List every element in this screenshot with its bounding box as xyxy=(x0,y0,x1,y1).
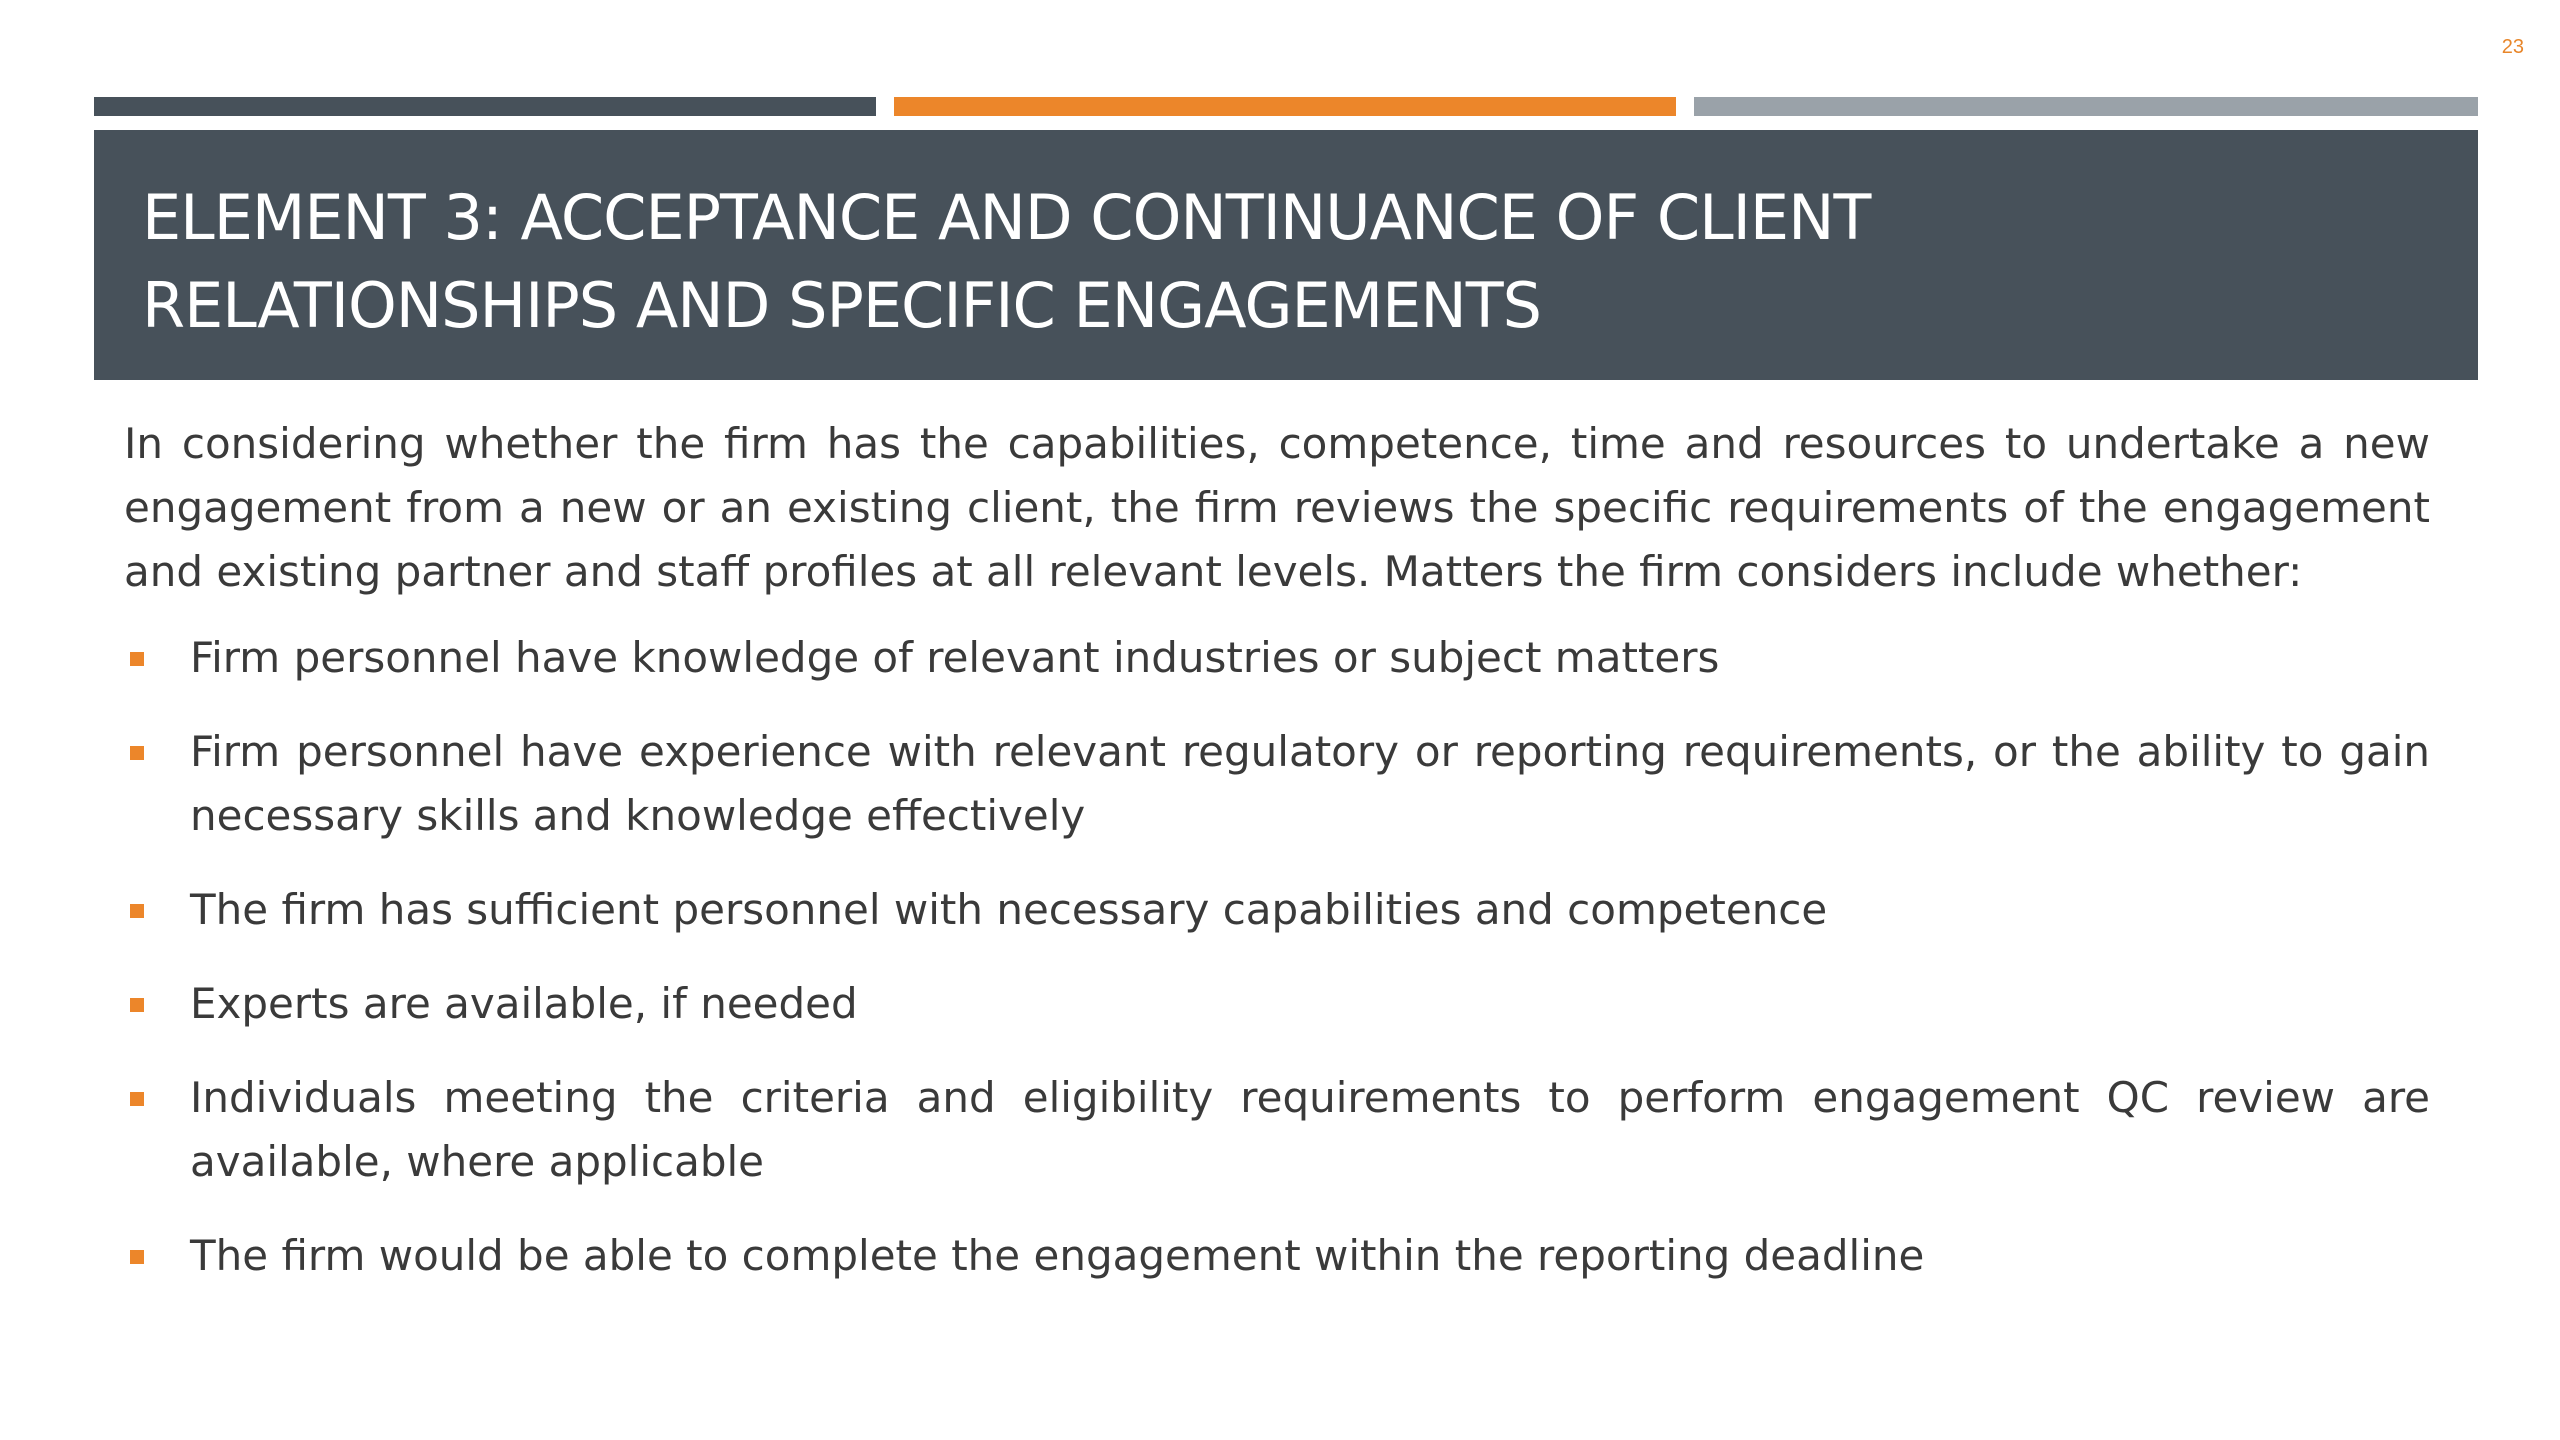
orange-square-bullet-icon xyxy=(130,998,144,1012)
title-band xyxy=(94,130,2478,380)
bullet-item xyxy=(124,878,2430,942)
bullet-item xyxy=(124,972,2430,1036)
bullet-item xyxy=(124,1066,2430,1194)
page-number: 23 xyxy=(2501,36,2524,58)
orange-square-bullet-icon xyxy=(130,746,144,760)
accent-bar-orange xyxy=(894,97,1676,116)
bullet-item xyxy=(124,720,2430,848)
orange-square-bullet-icon xyxy=(130,652,144,666)
bullet-item xyxy=(124,1224,2430,1288)
bullet-text: Experts are available, if needed xyxy=(190,979,858,1028)
slide-title xyxy=(142,174,2430,350)
orange-square-bullet-icon xyxy=(130,1092,144,1106)
intro-paragraph: In considering whether the firm has the capabilities, competence, time and resources to undertake a new engagement from a new or an existing client, the firm reviews the specific requirements of the engagement and existing partner and staff profiles at all relevant levels. Matters the firm considers include whether: xyxy=(124,419,2430,596)
bullet-text: The firm would be able to complete the engagement within the reporting deadline xyxy=(190,1231,1925,1280)
accent-bar-gray xyxy=(1694,97,2478,116)
orange-square-bullet-icon xyxy=(130,1250,144,1264)
bullet-text: The firm has sufficient personnel with necessary capabilities and competence xyxy=(190,885,1828,934)
accent-bar-dark xyxy=(94,97,876,116)
slide-title-line-1: ELEMENT 3: ACCEPTANCE AND CONTINUANCE OF CLIENT xyxy=(142,181,1871,254)
bullet-text: Individuals meeting the criteria and eligibility requirements to perform engagement QC review are available, where applicable xyxy=(190,1073,2430,1186)
slide-content xyxy=(124,412,2430,1318)
bullet-text: Firm personnel have experience with relevant regulatory or reporting requirements, or the ability to gain necessary skills and knowledge effectively xyxy=(190,727,2430,840)
slide-title-line-2: RELATIONSHIPS AND SPECIFIC ENGAGEMENTS xyxy=(142,269,1541,342)
accent-bars xyxy=(94,97,2478,116)
bullet-list xyxy=(124,626,2430,1288)
orange-square-bullet-icon xyxy=(130,904,144,918)
bullet-text: Firm personnel have knowledge of relevant industries or subject matters xyxy=(190,633,1720,682)
bullet-item xyxy=(124,626,2430,690)
